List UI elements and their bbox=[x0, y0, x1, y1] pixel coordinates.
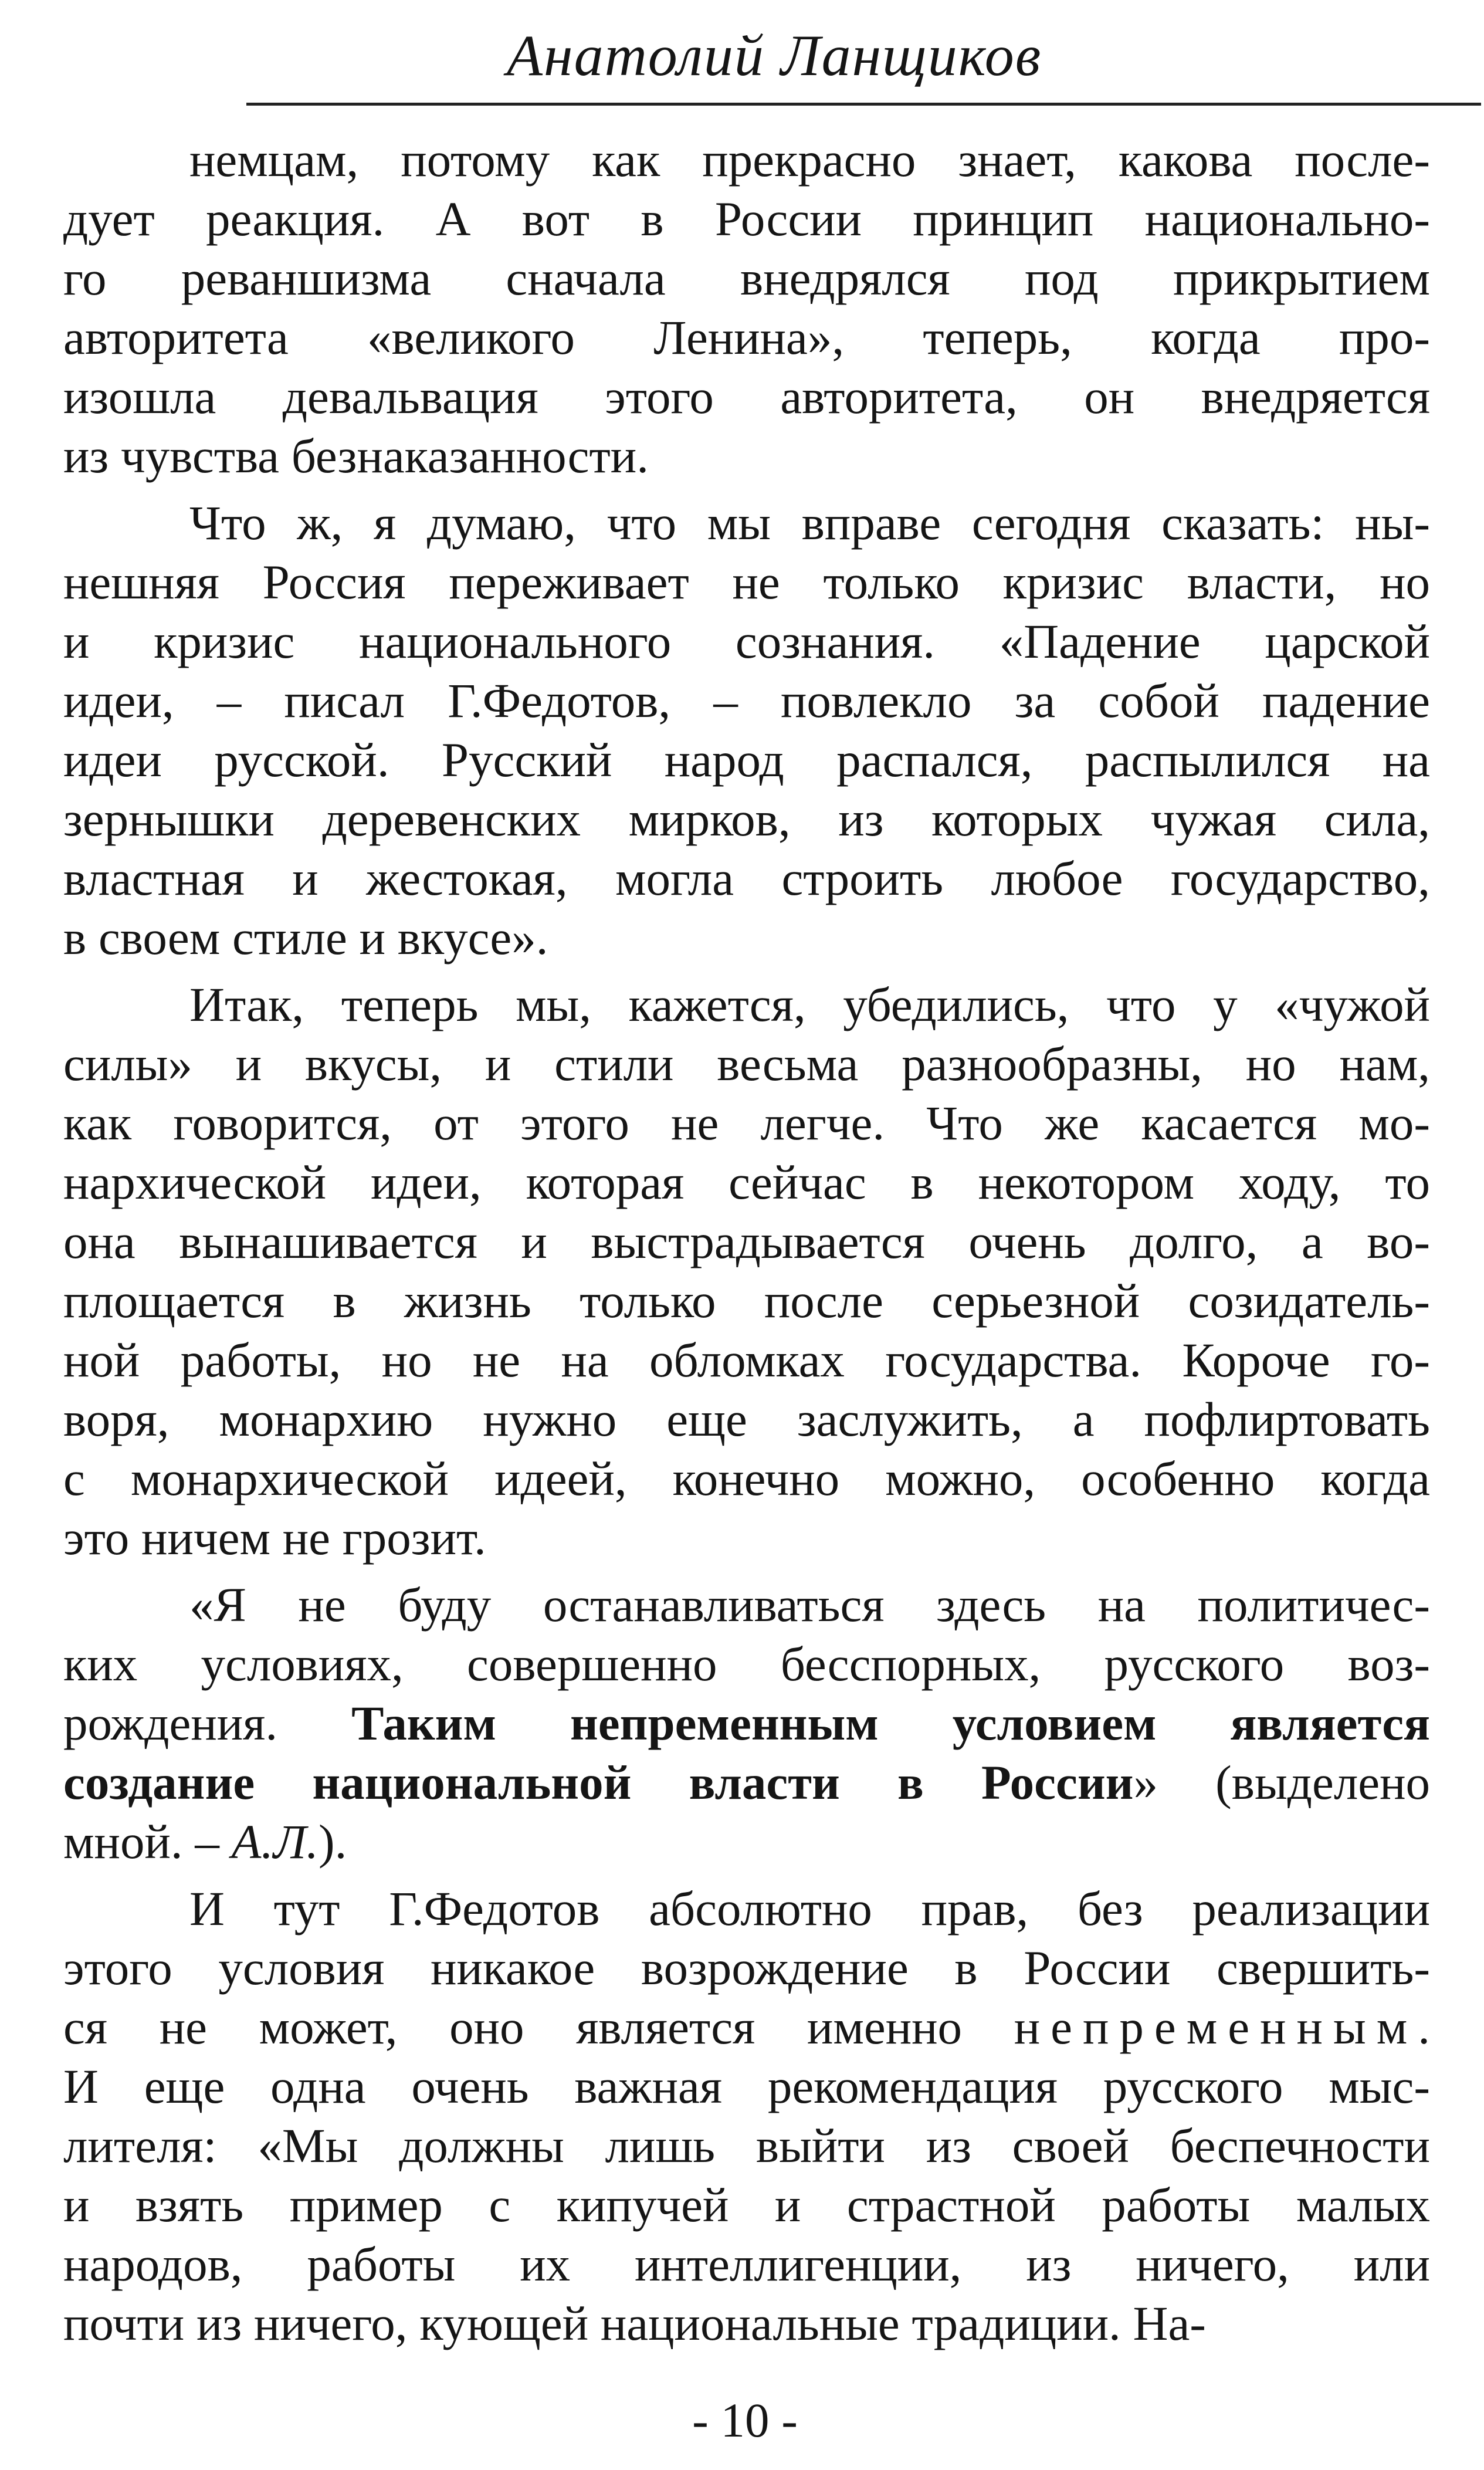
text-run: народов, работы их интеллигенции, из ничего, или bbox=[63, 2237, 1430, 2291]
text-line bbox=[63, 1575, 1430, 1635]
text-run: площается в жизнь только после серьезной созидатель- bbox=[63, 1274, 1430, 1328]
text-run: властная и жестокая, могла строить любое государство, bbox=[63, 851, 1430, 905]
text-line bbox=[63, 1753, 1430, 1812]
text-run: ких условиях, совершенно бесспорных, русского воз- bbox=[63, 1637, 1430, 1691]
text-run: зернышки деревенских мирков, из которых чужая сила, bbox=[63, 792, 1430, 846]
emphasis-bold: Таким непременным условием является bbox=[351, 1696, 1430, 1750]
text-line bbox=[63, 2235, 1430, 2294]
text-line bbox=[63, 427, 1430, 486]
text-line bbox=[63, 249, 1430, 308]
text-line bbox=[63, 671, 1430, 730]
text-line bbox=[63, 612, 1430, 671]
text-run: воря, монархию нужно еще заслужить, а пофлиртовать bbox=[63, 1392, 1430, 1446]
text-line bbox=[63, 1153, 1430, 1212]
text-line bbox=[63, 2116, 1430, 2175]
text-line bbox=[63, 1449, 1430, 1508]
text-run: «Я не буду останавливаться здесь на политичес- bbox=[189, 1578, 1430, 1632]
text-line bbox=[63, 908, 1430, 967]
text-run: немцам, потому как прекрасно знает, какова после- bbox=[189, 133, 1430, 187]
text-line bbox=[63, 1812, 1430, 1872]
text-line bbox=[63, 2294, 1430, 2353]
text-run: нархической идеи, которая сейчас в некотором ходу, то bbox=[63, 1155, 1430, 1209]
emphasis-spaced: непременным bbox=[1014, 2000, 1418, 2054]
header-rule bbox=[246, 103, 1481, 106]
text-line bbox=[63, 190, 1430, 249]
text-run: это ничем не грозит. bbox=[63, 1511, 486, 1565]
text-line bbox=[63, 1212, 1430, 1271]
emphasis-italic: А.Л. bbox=[231, 1815, 319, 1869]
text-line bbox=[63, 1635, 1430, 1694]
text-run: нешняя Россия переживает не только кризис власти, но bbox=[63, 555, 1430, 609]
text-run: И еще одна очень важная рекомендация русского мыс- bbox=[63, 2059, 1430, 2113]
text-line bbox=[63, 1034, 1430, 1094]
text-run: идеи, – писал Г.Федотов, – повлекло за собой падение bbox=[63, 674, 1430, 728]
text-line bbox=[63, 1508, 1430, 1568]
text-run: го реваншизма сначала внедрялся под прикрытием bbox=[63, 251, 1430, 305]
text-line bbox=[63, 1094, 1430, 1153]
text-run: и взять пример с кипучей и страстной работы малых bbox=[63, 2178, 1430, 2232]
text-line bbox=[63, 1879, 1430, 1938]
text-run: авторитета «великого Ленина», теперь, когда про- bbox=[63, 310, 1430, 364]
text-line bbox=[63, 553, 1430, 612]
text-run: и кризис национального сознания. «Падение царской bbox=[63, 614, 1430, 668]
text-line bbox=[63, 1998, 1430, 2057]
text-line bbox=[63, 1390, 1430, 1449]
text-run: рождения. bbox=[63, 1696, 352, 1750]
text-run: из чувства безнаказанности. bbox=[63, 429, 649, 483]
text-run: этого условия никакое возрождение в России свершить- bbox=[63, 1941, 1430, 1995]
text-line bbox=[63, 1938, 1430, 1998]
text-run: Что ж, я думаю, что мы вправе сегодня сказать: ны- bbox=[189, 496, 1430, 550]
text-run: ной работы, но не на обломках государства. Короче го- bbox=[63, 1333, 1430, 1387]
text-run: с монархической идеей, конечно можно, особенно когда bbox=[63, 1451, 1430, 1505]
text-run: Итак, теперь мы, кажется, убедились, что у «чужой bbox=[189, 977, 1430, 1031]
text-run: изошла девальвация этого авторитета, он внедряется bbox=[63, 370, 1430, 424]
running-header: Анатолий Ланщиков bbox=[506, 23, 1042, 88]
text-line bbox=[63, 2057, 1430, 2116]
text-run: лителя: «Мы должны лишь выйти из своей беспечности bbox=[63, 2119, 1430, 2173]
page-number: - 10 - bbox=[692, 2393, 798, 2447]
body-text bbox=[63, 130, 1430, 2353]
text-run: » (выделено bbox=[1133, 1755, 1430, 1809]
text-run: ся не может, оно является именно bbox=[63, 2000, 1014, 2054]
text-line bbox=[63, 1271, 1430, 1331]
text-run: дует реакция. А вот в России принцип национально- bbox=[63, 192, 1430, 246]
text-run: мной. – bbox=[63, 1815, 232, 1869]
text-line bbox=[63, 367, 1430, 427]
text-line bbox=[63, 790, 1430, 849]
text-line bbox=[63, 975, 1430, 1034]
text-run: в своем стиле и вкусе». bbox=[63, 911, 548, 965]
emphasis-bold: создание национальной власти в России bbox=[63, 1755, 1134, 1809]
text-run: И тут Г.Федотов абсолютно прав, без реализации bbox=[189, 1882, 1430, 1936]
text-line bbox=[63, 493, 1430, 553]
text-run: как говорится, от этого не легче. Что же касается мо- bbox=[63, 1096, 1430, 1150]
text-run: ). bbox=[319, 1815, 347, 1869]
text-run: . bbox=[1418, 2000, 1430, 2054]
text-line bbox=[63, 1331, 1430, 1390]
text-run: идеи русской. Русский народ распался, распылился на bbox=[63, 733, 1430, 787]
text-line bbox=[63, 308, 1430, 367]
text-run: почти из ничего, кующей национальные традиции. На- bbox=[63, 2296, 1206, 2350]
text-line bbox=[63, 730, 1430, 790]
text-run: силы» и вкусы, и стили весьма разнообразны, но нам, bbox=[63, 1037, 1430, 1091]
text-line bbox=[63, 2175, 1430, 2235]
text-line bbox=[63, 849, 1430, 908]
text-line bbox=[63, 1694, 1430, 1753]
text-run: она вынашивается и выстрадывается очень долго, а во- bbox=[63, 1214, 1430, 1268]
text-line bbox=[63, 130, 1430, 190]
